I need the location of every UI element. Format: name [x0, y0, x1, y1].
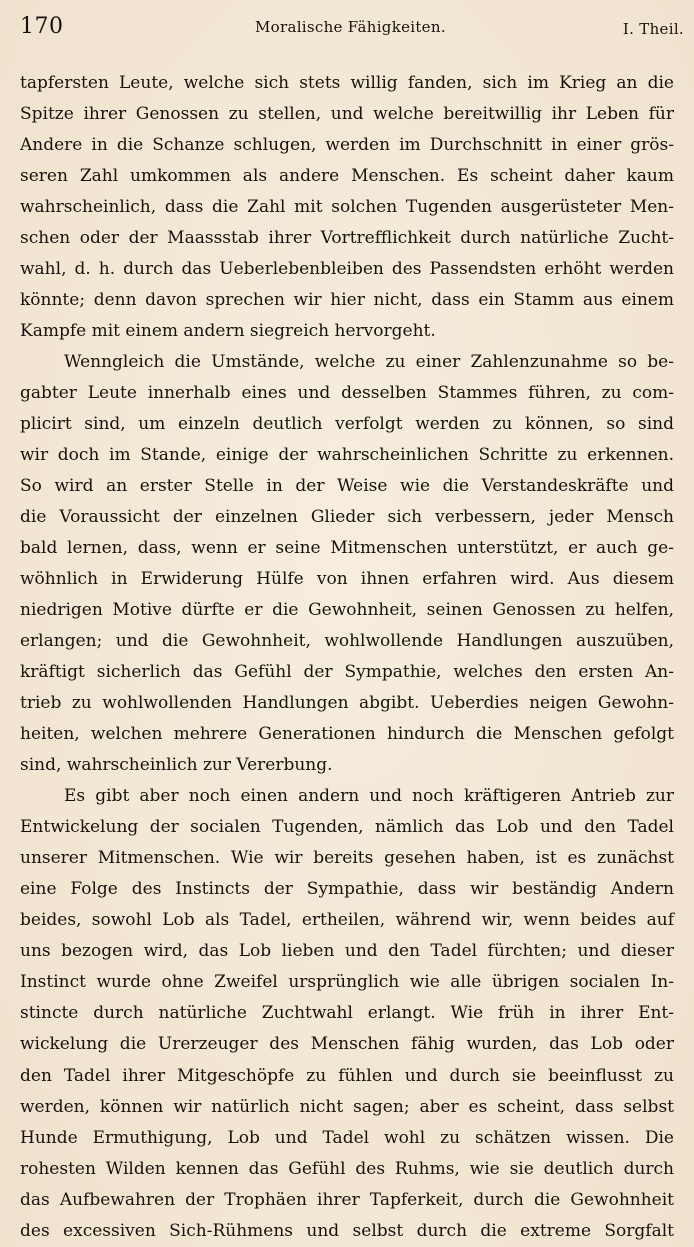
text-line: erlangen; und die Gewohnheit, wohlwollende Handlungen auszuüben,	[20, 631, 674, 652]
text-line: Instinct wurde ohne Zweifel ursprünglich wie alle übrigen socialen In-	[20, 972, 674, 993]
text-line: heiten, welchen mehrere Generationen hindurch die Menschen gefolgt	[20, 724, 674, 745]
page-number: 170	[20, 14, 64, 39]
paragraph-end-line: Kampfe mit einem andern siegreich hervorgeht.	[20, 321, 436, 342]
text-line: das Aufbewahren der Trophäen ihrer Tapferkeit, durch die Gewohnheit	[20, 1189, 674, 1210]
paragraph-first-line: Es gibt aber noch einen andern und noch kräftigeren Antrieb zur	[64, 786, 674, 807]
text-line: die Voraussicht der einzelnen Glieder sich verbessern, jeder Mensch	[20, 507, 674, 528]
text-line: seren Zahl umkommen als andere Menschen. Es scheint daher kaum	[20, 166, 674, 187]
text-line: den Tadel ihrer Mitgeschöpfe zu fühlen und durch sie beeinflusst zu	[20, 1065, 674, 1086]
page-header	[20, 14, 684, 54]
text-line: Entwickelung der socialen Tugenden, nämlich das Lob und den Tadel	[20, 817, 674, 838]
text-line: stincte durch natürliche Zuchtwahl erlangt. Wie früh in ihrer Ent-	[20, 1003, 674, 1024]
text-line: wahl, d. h. durch das Ueberlebenbleiben des Passendsten erhöht werden	[20, 259, 674, 280]
text-line: Andere in die Schanze schlugen, werden im Durchschnitt in einer grös-	[20, 135, 674, 156]
paragraph-first-line: Wenngleich die Umstände, welche zu einer Zahlenzunahme so be-	[64, 352, 674, 373]
text-line: bald lernen, dass, wenn er seine Mitmenschen unterstützt, er auch ge-	[20, 538, 674, 559]
text-line: wir doch im Stande, einige der wahrscheinlichen Schritte zu erkennen.	[20, 445, 674, 466]
text-line: So wird an erster Stelle in der Weise wie die Verstandeskräfte und	[20, 476, 674, 497]
text-line: könnte; denn davon sprechen wir hier nicht, dass ein Stamm aus einem	[20, 290, 674, 311]
text-line: des excessiven Sich-Rühmens und selbst durch die extreme Sorgfalt	[20, 1220, 674, 1241]
body-text	[20, 68, 674, 1247]
text-line: rohesten Wilden kennen das Gefühl des Ruhms, wie sie deutlich durch	[20, 1158, 674, 1179]
part-label: I. Theil.	[622, 20, 684, 38]
text-line: wahrscheinlich, dass die Zahl mit solchen Tugenden ausgerüsteter Men-	[20, 197, 674, 218]
text-line: beides, sowohl Lob als Tadel, ertheilen, während wir, wenn beides auf	[20, 910, 674, 931]
text-line: trieb zu wohlwollenden Handlungen abgibt. Ueberdies neigen Gewohn-	[20, 693, 674, 714]
text-line: niedrigen Motive dürfte er die Gewohnheit, seinen Genossen zu helfen,	[20, 600, 674, 621]
running-title: Moralische Fähigkeiten.	[255, 18, 446, 36]
text-line: uns bezogen wird, das Lob lieben und den Tadel fürchten; und dieser	[20, 941, 674, 962]
text-line: plicirt sind, um einzeln deutlich verfolgt werden zu können, so sind	[20, 414, 674, 435]
text-line: unserer Mitmenschen. Wie wir bereits gesehen haben, ist es zunächst	[20, 848, 674, 869]
text-line: Hunde Ermuthigung, Lob und Tadel wohl zu schätzen wissen. Die	[20, 1127, 674, 1148]
text-line: gabter Leute innerhalb eines und desselben Stammes führen, zu com-	[20, 383, 674, 404]
text-line: wöhnlich in Erwiderung Hülfe von ihnen erfahren wird. Aus diesem	[20, 569, 674, 590]
text-line: schen oder der Maassstab ihrer Vortrefflichkeit durch natürliche Zucht-	[20, 228, 674, 249]
text-line: werden, können wir natürlich nicht sagen; aber es scheint, dass selbst	[20, 1096, 674, 1117]
text-line: wickelung die Urerzeuger des Menschen fähig wurden, das Lob oder	[20, 1034, 674, 1055]
text-line: tapfersten Leute, welche sich stets willig fanden, sich im Krieg an die	[20, 73, 674, 93]
text-line: kräftigt sicherlich das Gefühl der Sympathie, welches den ersten An-	[20, 662, 674, 683]
text-line: Spitze ihrer Genossen zu stellen, und welche bereitwillig ihr Leben für	[20, 104, 674, 125]
text-line: eine Folge des Instincts der Sympathie, dass wir beständig Andern	[20, 879, 674, 900]
paragraph-end-line: sind, wahrscheinlich zur Vererbung.	[20, 755, 333, 776]
